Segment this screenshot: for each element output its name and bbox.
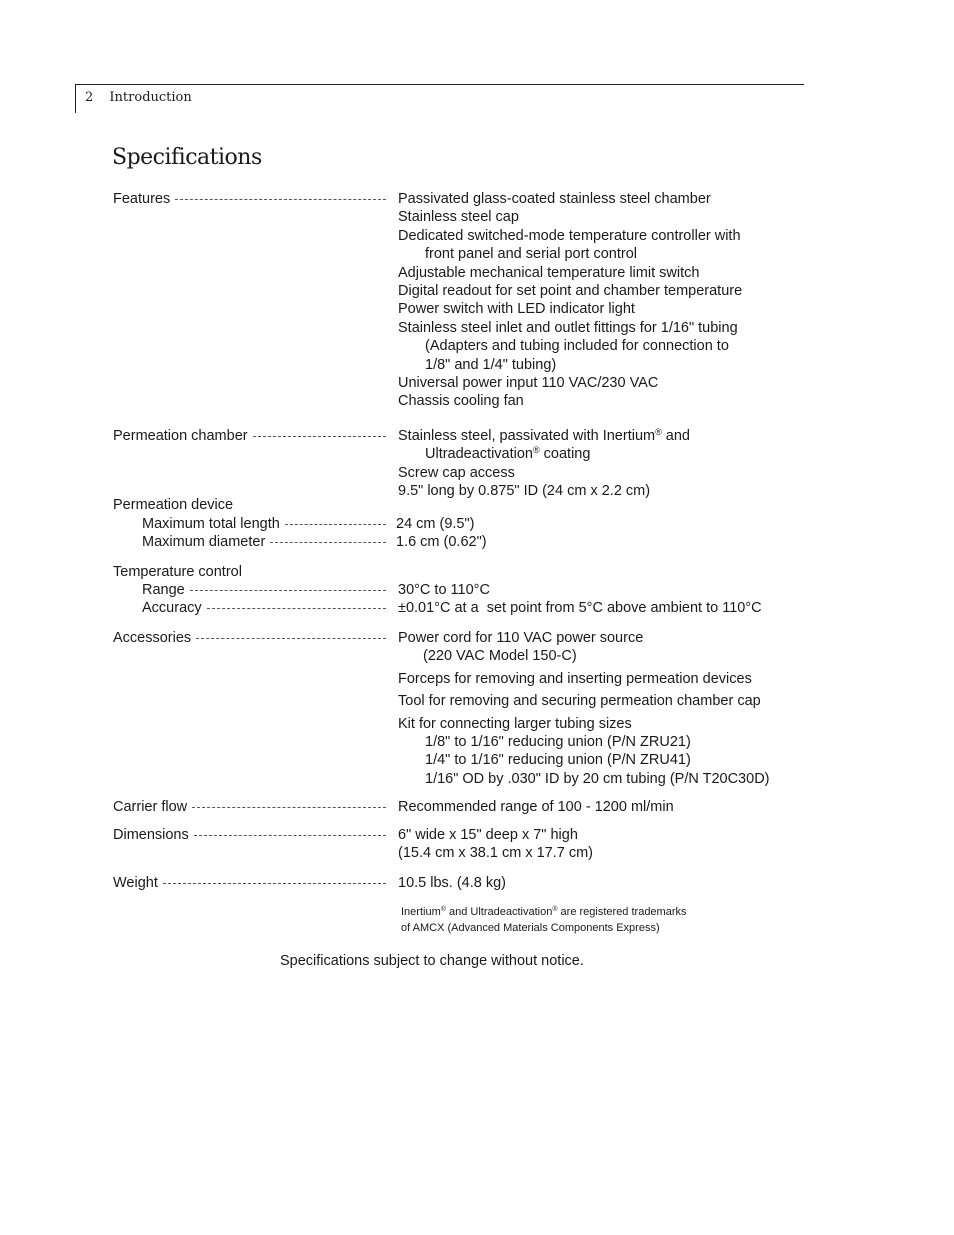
spec-label	[113, 629, 388, 647]
label-text: Maximum total length	[142, 516, 280, 532]
value-text: Stainless steel, passivated with Inertium	[398, 428, 656, 444]
spec-label	[113, 496, 233, 514]
value-line: 1/8" to 1/16" reducing union (P/N ZRU21)	[425, 734, 691, 751]
spec-values	[398, 629, 770, 788]
note-text: and Ultradeactivation	[445, 906, 553, 918]
spec-label	[113, 826, 388, 844]
value-line: 10.5 lbs. (4.8 kg)	[398, 875, 506, 891]
spec-label	[113, 874, 388, 892]
dot-leader	[207, 608, 386, 609]
spec-label	[142, 581, 388, 599]
spec-label	[113, 798, 388, 816]
dot-leader	[253, 436, 386, 437]
spec-values	[398, 581, 490, 599]
label-text: Accessories	[113, 630, 192, 646]
header-rule	[75, 84, 804, 85]
spec-label	[142, 515, 388, 533]
header-vertical-rule	[75, 84, 76, 113]
spec-values	[398, 599, 762, 617]
value-text: and	[661, 428, 690, 444]
label-text: Temperature control	[113, 564, 242, 580]
value-line: 9.5" long by 0.875" ID (24 cm x 2.2 cm)	[398, 483, 651, 500]
spec-values	[398, 190, 742, 411]
value-line: Passivated glass-coated stainless steel chamber	[398, 191, 711, 207]
value-line: (220 VAC Model 150-C)	[423, 648, 577, 665]
spec-values	[398, 798, 674, 816]
registered-mark: ®	[655, 427, 662, 437]
value-line: Adjustable mechanical temperature limit switch	[398, 264, 700, 281]
section-name: Introduction	[109, 90, 192, 105]
spec-values	[398, 874, 506, 892]
label-text: Maximum diameter	[142, 534, 266, 550]
value-line: Recommended range of 100 - 1200 ml/min	[398, 799, 674, 815]
label-text: Dimensions	[113, 827, 189, 843]
spec-label	[113, 563, 242, 581]
dot-leader	[285, 524, 386, 525]
spec-label	[142, 533, 388, 551]
value-line	[398, 445, 690, 463]
trademark-note	[401, 905, 687, 936]
value-line: (Adapters and tubing included for connection to	[425, 338, 729, 355]
value-line: Universal power input 110 VAC/230 VAC	[398, 375, 659, 392]
spec-label	[113, 190, 388, 208]
value-line: 24 cm (9.5")	[396, 516, 475, 532]
value-text: Ultradeactivation	[425, 446, 533, 463]
value-line: Power switch with LED indicator light	[398, 301, 635, 318]
value-line: Stainless steel inlet and outlet fittings for 1/16" tubing	[398, 319, 738, 336]
running-header	[85, 90, 192, 105]
spec-label	[142, 599, 388, 617]
label-text: Permeation device	[113, 497, 234, 513]
note-text: Inertium	[401, 906, 441, 918]
registered-mark: ®	[440, 906, 446, 913]
page-number: 2	[85, 90, 94, 105]
value-line: Power cord for 110 VAC power source	[398, 630, 644, 646]
label-text: Features	[113, 191, 171, 207]
value-line: 30°C to 110°C	[398, 582, 490, 598]
value-line: (15.4 cm x 38.1 cm x 17.7 cm)	[398, 845, 594, 862]
note-text: are registered trademarks	[557, 906, 687, 918]
footer-notice: Specifications subject to change without notice.	[280, 953, 584, 969]
label-text: Weight	[113, 875, 158, 891]
dot-leader	[270, 542, 386, 543]
spec-label	[113, 427, 388, 445]
dot-leader	[194, 835, 386, 836]
value-line	[398, 427, 690, 445]
spec-values	[398, 427, 690, 501]
value-line: Forceps for removing and inserting permeation devices	[398, 670, 752, 687]
value-line: 1/4" to 1/16" reducing union (P/N ZRU41)	[425, 752, 691, 769]
spec-values	[398, 826, 593, 863]
label-text: Carrier flow	[113, 799, 188, 815]
value-line: ±0.01°C at a set point from 5°C above ambient to 110°C	[398, 600, 762, 616]
dot-leader	[175, 199, 386, 200]
spec-values	[396, 533, 487, 551]
value-line: Dedicated switched-mode temperature controller with	[398, 227, 741, 244]
note-line	[401, 905, 687, 921]
dot-leader	[190, 590, 386, 591]
label-text: Range	[142, 582, 185, 598]
value-line: front panel and serial port control	[425, 246, 637, 263]
value-text: coating	[539, 446, 591, 463]
dot-leader	[196, 638, 386, 639]
dot-leader	[163, 883, 386, 884]
dot-leader	[192, 807, 386, 808]
value-line: Tool for removing and securing permeation chamber cap	[398, 693, 761, 710]
value-line: Screw cap access	[398, 464, 515, 481]
value-line: Chassis cooling fan	[398, 393, 524, 410]
value-line: 1/8" and 1/4" tubing)	[425, 356, 557, 373]
note-line: of AMCX (Advanced Materials Components Express)	[401, 921, 660, 934]
value-line: 1/16" OD by .030" ID by 20 cm tubing (P/N T20C30D)	[425, 770, 770, 787]
value-line: 6" wide x 15" deep x 7" high	[398, 827, 578, 843]
label-text: Permeation chamber	[113, 428, 248, 444]
page-title: Specifications	[112, 145, 262, 170]
registered-mark: ®	[552, 906, 558, 913]
spec-values	[396, 515, 474, 533]
value-line: Kit for connecting larger tubing sizes	[398, 715, 632, 732]
value-line: Digital readout for set point and chamber temperature	[398, 283, 743, 300]
value-line: Stainless steel cap	[398, 209, 519, 226]
value-line: 1.6 cm (0.62")	[396, 534, 487, 550]
registered-mark: ®	[533, 445, 540, 456]
label-text: Accuracy	[142, 600, 202, 616]
